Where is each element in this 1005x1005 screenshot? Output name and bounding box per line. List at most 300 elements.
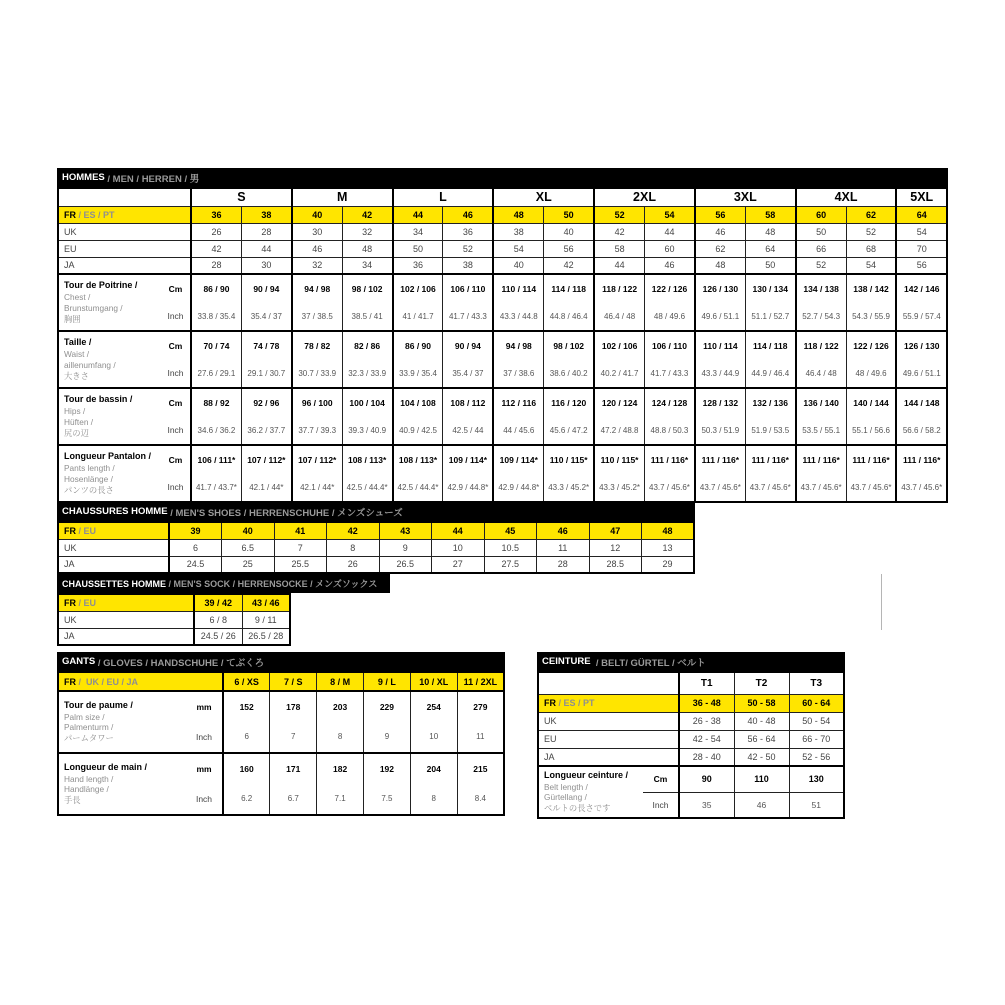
men-title-translations: / MEN / HERREN / 男	[104, 173, 200, 185]
row-label-main: FR	[64, 209, 76, 220]
measurement-value: 90 / 94	[241, 274, 291, 302]
size-value: 44	[393, 206, 443, 223]
gloves-size-table	[57, 671, 505, 816]
table-row	[538, 712, 844, 730]
size-value: 9	[379, 539, 432, 556]
table-row	[58, 539, 694, 556]
measurement-value: 114 / 118	[745, 331, 795, 359]
measurement-value: 109 / 114*	[443, 445, 493, 473]
row-label: UK	[58, 223, 191, 240]
measurement-value: 78 / 82	[292, 331, 342, 359]
measurement-value: 42.5 / 44.4*	[342, 473, 392, 502]
measurement-label	[58, 274, 161, 331]
measurement-value: 82 / 86	[342, 331, 392, 359]
measurement-value: 7.5	[364, 783, 411, 815]
measurement-value: 8.4	[457, 783, 504, 815]
measurement-value: 35.4 / 37	[443, 359, 493, 388]
measurement-value: 111 / 116*	[745, 445, 795, 473]
size-value: 52	[443, 240, 493, 257]
men-size-table	[57, 187, 948, 503]
row-label	[58, 522, 169, 539]
measurement-value: 43.3 / 44.8	[493, 302, 543, 331]
size-value: 48	[745, 223, 795, 240]
table-row	[58, 594, 290, 611]
measurement-value: 182	[317, 753, 364, 783]
table-row	[538, 730, 844, 748]
size-value: 42	[594, 223, 644, 240]
table-row	[58, 388, 947, 416]
table-row	[58, 556, 694, 573]
size-value: 39 / 42	[194, 594, 242, 611]
size-value: 25.5	[274, 556, 327, 573]
measurement-value: 32.3 / 33.9	[342, 359, 392, 388]
size-value: 54	[645, 206, 695, 223]
measurement-value: 43.3 / 45.2*	[594, 473, 644, 502]
measurement-value: 47.2 / 48.8	[594, 416, 644, 445]
measurement-label-line: Tour de paume /	[64, 699, 133, 710]
size-group-header: L	[393, 188, 494, 206]
measurement-value: 124 / 128	[645, 388, 695, 416]
size-value: 48	[342, 240, 392, 257]
size-value: 60 - 64	[789, 694, 844, 712]
measurement-value: 104 / 108	[393, 388, 443, 416]
measurement-value: 130 / 134	[745, 274, 795, 302]
measurement-value: 37.7 / 39.3	[292, 416, 342, 445]
size-value: 42 - 50	[734, 748, 789, 766]
size-value: 27	[432, 556, 485, 573]
size-value: 52 - 56	[789, 748, 844, 766]
measurement-value: 9	[364, 721, 411, 753]
measurement-value: 48 / 49.6	[645, 302, 695, 331]
measurement-value: 41 / 41.7	[393, 302, 443, 331]
measurement-value: 43.7 / 45.6*	[846, 473, 896, 502]
table-row	[58, 274, 947, 302]
measurement-value: 118 / 122	[796, 331, 846, 359]
measurement-label-translation: パンツの長さ	[64, 484, 114, 495]
size-value: 62	[846, 206, 896, 223]
size-value: 60	[796, 206, 846, 223]
table-row	[58, 331, 947, 359]
measurement-value: 152	[223, 691, 270, 721]
measurement-value: 279	[457, 691, 504, 721]
measurement-value: 52.7 / 54.3	[796, 302, 846, 331]
measurement-value: 43.3 / 44.9	[695, 359, 745, 388]
size-value: 7	[274, 539, 327, 556]
size-value: 6 / 8	[194, 611, 242, 628]
unit-label: Inch	[161, 302, 191, 331]
table-row	[58, 257, 947, 274]
gloves-section-title	[57, 652, 505, 671]
size-value: 54	[846, 257, 896, 274]
measurement-value: 55.9 / 57.4	[896, 302, 947, 331]
size-value: 43 / 46	[242, 594, 290, 611]
measurement-value: 33.8 / 35.4	[191, 302, 241, 331]
belt-size-table-container	[537, 671, 845, 819]
table-row	[58, 223, 947, 240]
measurement-value: 110 / 115*	[594, 445, 644, 473]
measurement-label-translation: Belt length /	[544, 781, 588, 792]
measurement-value: 134 / 138	[796, 274, 846, 302]
size-value: 45	[484, 522, 537, 539]
size-value: 56	[896, 257, 947, 274]
row-label	[538, 694, 679, 712]
size-value: 50 - 54	[789, 712, 844, 730]
size-value: 41	[274, 522, 327, 539]
unit-label: Inch	[161, 359, 191, 388]
unit-label: Inch	[186, 783, 223, 815]
size-value: 48	[493, 206, 543, 223]
measurement-value: 41.7 / 43.3	[645, 359, 695, 388]
size-value: 50	[393, 240, 443, 257]
socks-size-table	[57, 593, 291, 646]
row-label: JA	[538, 748, 679, 766]
measurement-value: 37 / 38.6	[493, 359, 543, 388]
measurement-value: 37 / 38.5	[292, 302, 342, 331]
unit-label: Cm	[161, 445, 191, 473]
size-value: 26	[327, 556, 380, 573]
size-value: 38	[241, 206, 291, 223]
socks-title-main: CHAUSSETTES HOMME	[62, 578, 167, 589]
measurement-value: 111 / 116*	[896, 445, 947, 473]
size-value: 42 - 54	[679, 730, 734, 748]
size-value: 28 - 40	[679, 748, 734, 766]
size-group-header: XL	[493, 188, 594, 206]
measurement-label-translation: Hosenlänge /	[64, 473, 113, 484]
table-row	[58, 672, 504, 691]
measurement-label-translation: Pants length /	[64, 463, 115, 474]
row-label-translations: / ES / PT	[76, 209, 115, 220]
measurement-value: 8	[317, 721, 364, 753]
size-value: 44	[645, 223, 695, 240]
unit-label: Inch	[186, 721, 223, 753]
measurement-value: 215	[457, 753, 504, 783]
measurement-label-translation: 胸囲	[64, 313, 81, 324]
row-label-main: FR	[64, 525, 76, 536]
measurement-label-translation: Chest /	[64, 292, 91, 303]
measurement-value: 48.8 / 50.3	[645, 416, 695, 445]
size-value: 11 / 2XL	[457, 672, 504, 691]
measurement-value: 110 / 115*	[544, 445, 594, 473]
size-value: 34	[393, 223, 443, 240]
row-label: UK	[58, 539, 169, 556]
size-group-header: 3XL	[695, 188, 796, 206]
size-value: 10 / XL	[410, 672, 457, 691]
measurement-value: 110 / 114	[493, 274, 543, 302]
measurement-value: 35	[679, 792, 734, 818]
shoes-size-table	[57, 521, 695, 574]
size-value: 48	[695, 257, 745, 274]
shoes-section-title	[57, 502, 695, 521]
measurement-value: 56.6 / 58.2	[896, 416, 947, 445]
size-value: 42	[342, 206, 392, 223]
measurement-value: 94 / 98	[493, 331, 543, 359]
size-value: 30	[241, 257, 291, 274]
measurement-value: 160	[223, 753, 270, 783]
size-value: 50 - 58	[734, 694, 789, 712]
measurement-label-translation: 手長	[64, 795, 81, 806]
size-value: 38	[443, 257, 493, 274]
belt-column-header: T1	[679, 672, 734, 694]
measurement-value: 90	[679, 766, 734, 792]
belt-title-main: CEINTURE	[542, 656, 591, 667]
size-value: 36 - 48	[679, 694, 734, 712]
size-value: 9 / L	[364, 672, 411, 691]
size-value: 8	[327, 539, 380, 556]
size-value: 56	[695, 206, 745, 223]
measurement-value: 102 / 106	[393, 274, 443, 302]
measurement-value: 6	[223, 721, 270, 753]
measurement-value: 140 / 144	[846, 388, 896, 416]
measurement-value: 112 / 116	[493, 388, 543, 416]
size-value: 9 / 11	[242, 611, 290, 628]
belt-size-table	[537, 671, 845, 819]
measurement-value: 38.5 / 41	[342, 302, 392, 331]
size-value: 42	[191, 240, 241, 257]
gloves-title-translations: / GLOVES / HANDSCHUHE / てぶくろ	[95, 657, 265, 669]
size-value: 54	[493, 240, 543, 257]
measurement-label	[538, 766, 643, 818]
row-label	[58, 672, 223, 691]
table-row	[58, 359, 947, 388]
table-row	[58, 522, 694, 539]
size-value: 50	[544, 206, 594, 223]
measurement-label-translation: aillenumfang /	[64, 359, 116, 370]
unit-label: Cm	[161, 388, 191, 416]
measurement-label-line: Longueur ceinture /	[544, 769, 629, 780]
measurement-value: 6.2	[223, 783, 270, 815]
measurement-value: 41.7 / 43.7*	[191, 473, 241, 502]
measurement-value: 110	[734, 766, 789, 792]
measurement-label-line: Tour de Poitrine /	[64, 280, 138, 291]
measurement-value: 27.6 / 29.1	[191, 359, 241, 388]
size-value: 30	[292, 223, 342, 240]
measurement-value: 106 / 110	[645, 331, 695, 359]
measurement-value: 49.6 / 51.1	[695, 302, 745, 331]
size-group-header: M	[292, 188, 393, 206]
measurement-value: 42.9 / 44.8*	[493, 473, 543, 502]
unit-label: Cm	[643, 766, 679, 792]
measurement-value: 229	[364, 691, 411, 721]
measurement-value: 138 / 142	[846, 274, 896, 302]
table-row	[58, 445, 947, 473]
measurement-label-translation: 大きさ	[64, 370, 89, 381]
size-value: 38	[493, 223, 543, 240]
measurement-value: 49.6 / 51.1	[896, 359, 947, 388]
measurement-label-translation: Hand length /	[64, 773, 114, 784]
measurement-value: 43.7 / 45.6*	[745, 473, 795, 502]
size-value: 34	[342, 257, 392, 274]
measurement-value: 53.5 / 55.1	[796, 416, 846, 445]
row-label-translations: / ES / PT	[556, 698, 595, 708]
size-value: 40	[544, 223, 594, 240]
measurement-value: 41.7 / 43.3	[443, 302, 493, 331]
size-value: 28.5	[589, 556, 642, 573]
table-row	[538, 672, 844, 694]
table-row	[538, 748, 844, 766]
size-value: 48	[642, 522, 695, 539]
table-row	[58, 416, 947, 445]
size-value: 25	[222, 556, 275, 573]
measurement-value: 126 / 130	[695, 274, 745, 302]
size-value: 64	[896, 206, 947, 223]
size-value: 28	[191, 257, 241, 274]
size-value: 66	[796, 240, 846, 257]
size-value: 6	[169, 539, 222, 556]
size-value: 26.5	[379, 556, 432, 573]
size-value: 46	[695, 223, 745, 240]
measurement-value: 40.2 / 41.7	[594, 359, 644, 388]
measurement-value: 130	[789, 766, 844, 792]
measurement-value: 107 / 112*	[241, 445, 291, 473]
measurement-value: 7.1	[317, 783, 364, 815]
size-value: 7 / S	[270, 672, 317, 691]
measurement-value: 38.6 / 40.2	[544, 359, 594, 388]
measurement-value: 118 / 122	[594, 274, 644, 302]
size-value: 39	[169, 522, 222, 539]
size-value: 26	[191, 223, 241, 240]
size-value: 44	[594, 257, 644, 274]
size-value: 66 - 70	[789, 730, 844, 748]
measurement-value: 42.1 / 44*	[241, 473, 291, 502]
measurement-value: 111 / 116*	[695, 445, 745, 473]
unit-label: Cm	[161, 331, 191, 359]
size-value: 54	[896, 223, 947, 240]
row-label: EU	[538, 730, 679, 748]
table-row	[538, 766, 844, 792]
measurement-value: 107 / 112*	[292, 445, 342, 473]
measurement-value: 111 / 116*	[645, 445, 695, 473]
size-group-header: 2XL	[594, 188, 695, 206]
measurement-value: 36.2 / 37.7	[241, 416, 291, 445]
measurement-value: 111 / 116*	[846, 445, 896, 473]
measurement-value: 43.7 / 45.6*	[796, 473, 846, 502]
size-value: 64	[745, 240, 795, 257]
measurement-value: 50.3 / 51.9	[695, 416, 745, 445]
measurement-value: 178	[270, 691, 317, 721]
measurement-value: 74 / 78	[241, 331, 291, 359]
measurement-value: 55.1 / 56.6	[846, 416, 896, 445]
measurement-label-translation: Brunstumgang /	[64, 302, 123, 313]
measurement-value: 116 / 120	[544, 388, 594, 416]
measurement-value: 204	[410, 753, 457, 783]
row-label-translations: / EU	[76, 597, 97, 608]
measurement-value: 128 / 132	[695, 388, 745, 416]
measurement-label-translation: 尻の辺	[64, 427, 89, 438]
row-label: JA	[58, 628, 194, 645]
measurement-value: 142 / 146	[896, 274, 947, 302]
men-title-main: HOMMES	[62, 172, 105, 183]
measurement-value: 54.3 / 55.9	[846, 302, 896, 331]
measurement-value: 100 / 104	[342, 388, 392, 416]
measurement-value: 203	[317, 691, 364, 721]
measurement-label-translation: Hips /	[64, 406, 86, 417]
measurement-value: 70 / 74	[191, 331, 241, 359]
gloves-size-table-container	[57, 671, 505, 816]
measurement-label-translation: Gürtellang /	[544, 792, 587, 803]
size-value: 46	[537, 522, 590, 539]
measurement-label-line: Longueur de main /	[64, 761, 148, 772]
measurement-value: 7	[270, 721, 317, 753]
measurement-value: 42.5 / 44.4*	[393, 473, 443, 502]
size-value: 32	[342, 223, 392, 240]
measurement-value: 42.5 / 44	[443, 416, 493, 445]
measurement-label-line: Tour de bassin /	[64, 394, 133, 405]
measurement-value: 86 / 90	[191, 274, 241, 302]
belt-column-header: T3	[789, 672, 844, 694]
size-value: 40	[493, 257, 543, 274]
measurement-label-translation: ベルトの長さです	[544, 803, 611, 814]
size-value: 10	[432, 539, 485, 556]
size-value: 40	[222, 522, 275, 539]
size-value: 42	[327, 522, 380, 539]
size-value: 56	[544, 240, 594, 257]
size-value: 52	[594, 206, 644, 223]
measurement-value: 45.6 / 47.2	[544, 416, 594, 445]
measurement-label-translation: Handlänge /	[64, 784, 109, 795]
size-value: 29	[642, 556, 695, 573]
size-value: 58	[594, 240, 644, 257]
size-value: 6.5	[222, 539, 275, 556]
table-row	[58, 302, 947, 331]
measurement-value: 39.3 / 40.9	[342, 416, 392, 445]
measurement-value: 51.9 / 53.5	[745, 416, 795, 445]
row-label	[58, 206, 191, 223]
size-value: 8 / M	[317, 672, 364, 691]
measurement-label	[58, 753, 186, 815]
measurement-value: 114 / 118	[544, 274, 594, 302]
measurement-label	[58, 388, 161, 445]
measurement-value: 110 / 114	[695, 331, 745, 359]
size-value: 28	[537, 556, 590, 573]
size-value: 58	[745, 206, 795, 223]
measurement-value: 106 / 111*	[191, 445, 241, 473]
size-value: 44	[241, 240, 291, 257]
measurement-value: 122 / 126	[846, 331, 896, 359]
size-value: 68	[846, 240, 896, 257]
measurement-value: 43.7 / 45.6*	[896, 473, 947, 502]
unit-label: mm	[186, 691, 223, 721]
size-value: 42	[544, 257, 594, 274]
size-value: 13	[642, 539, 695, 556]
size-value: 43	[379, 522, 432, 539]
measurement-value: 254	[410, 691, 457, 721]
measurement-value: 92 / 96	[241, 388, 291, 416]
measurement-value: 108 / 112	[443, 388, 493, 416]
table-row	[58, 628, 290, 645]
measurement-value: 192	[364, 753, 411, 783]
measurement-value: 111 / 116*	[796, 445, 846, 473]
measurement-value: 44 / 45.6	[493, 416, 543, 445]
men-section-title	[57, 168, 948, 187]
measurement-value: 136 / 140	[796, 388, 846, 416]
size-value: 62	[695, 240, 745, 257]
measurement-value: 8	[410, 783, 457, 815]
size-value: 40 - 48	[734, 712, 789, 730]
size-value: 46	[443, 206, 493, 223]
size-value: 27.5	[484, 556, 537, 573]
measurement-value: 42.9 / 44.8*	[443, 473, 493, 502]
unit-label: Inch	[161, 473, 191, 502]
table-row	[58, 691, 504, 721]
measurement-value: 29.1 / 30.7	[241, 359, 291, 388]
measurement-value: 43.7 / 45.6*	[695, 473, 745, 502]
row-label-main: FR	[64, 597, 76, 608]
row-label-translations: / EU	[76, 525, 97, 536]
measurement-value: 109 / 114*	[493, 445, 543, 473]
measurement-value: 43.3 / 45.2*	[544, 473, 594, 502]
belt-title-translations: / BELT/ GÜRTEL / ベルト	[590, 657, 706, 669]
measurement-label-translation: Waist /	[64, 349, 90, 360]
